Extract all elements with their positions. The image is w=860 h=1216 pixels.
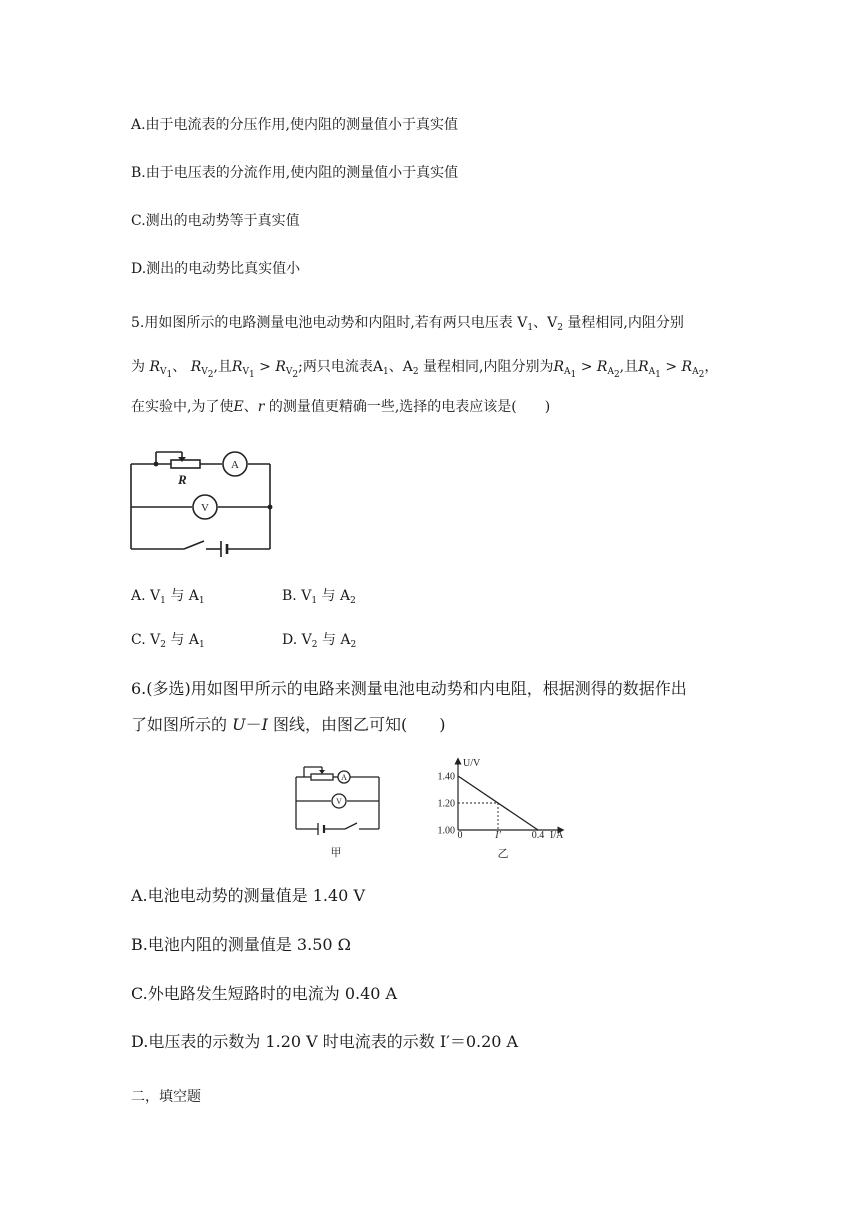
- section-heading: 二，填空题: [131, 1089, 201, 1105]
- q6-ui-graph: [425, 755, 575, 865]
- q6-circuit-diagram: [291, 757, 391, 857]
- figure-jia-label: 甲: [330, 847, 342, 859]
- q6-stem-line2: 了如图所示的 U－I 图线，由图乙可知( ): [131, 715, 446, 734]
- voltmeter-label: V: [336, 797, 342, 806]
- rheostat-symbol: [171, 460, 200, 468]
- q4-option-c: C.测出的电动势等于真实值: [131, 213, 300, 229]
- q6-option-d: D.电压表的示数为 1.20 V 时电流表的示数 I′＝0.20 A: [131, 1032, 519, 1051]
- figure-yi-label: 乙: [497, 848, 509, 860]
- x-tick-label: I′: [495, 830, 501, 841]
- q5-circuit-diagram: [126, 448, 286, 558]
- q5-option-b: B. $V_1$ 与 $A_2$: [282, 588, 356, 606]
- y-tick-label: 1.00: [437, 825, 455, 837]
- ammeter-label: A: [231, 459, 239, 471]
- q4-option-b: B.由于电压表的分流作用,使内阻的测量值小于真实值: [131, 165, 459, 181]
- q5-stem-line1: 5.用如图所示的电路测量电池电动势和内阻时,若有两只电压表 $V_1$、$V_2$ 量程相同,内阻分别: [131, 315, 684, 333]
- q5-option-a: A. $V_1$ 与 $A_1$: [131, 588, 205, 606]
- q5-stem-line2: 为 $R_{V_1}$、 $R_{V_2}$,且$R_{V_1} > R_{V_2}$;两只电流表$A_1$、$A_2$ 量程相同,内阻分别为$R_{A_1} > R_{A_2}$,且$R_{A_1} > R_{A_2}$，: [131, 359, 719, 380]
- q4-option-a: A.由于电流表的分压作用,使内阻的测量值小于真实值: [131, 117, 459, 133]
- x-axis-label: I/A: [550, 830, 564, 841]
- x-tick-label: 0.4: [531, 830, 545, 841]
- q6-option-b: B.电池内阻的测量值是 3.50 Ω: [131, 935, 351, 954]
- x-tick-label: 0: [457, 830, 463, 841]
- q5-option-d: D. $V_2$ 与 $A_2$: [282, 632, 357, 650]
- voltmeter-label: V: [201, 502, 209, 514]
- y-tick-label: 1.20: [437, 798, 455, 810]
- rheostat-symbol: [311, 774, 333, 780]
- y-axis-label: U/V: [463, 758, 481, 769]
- junction-dot: [154, 462, 159, 467]
- rheostat-label: R: [178, 472, 187, 487]
- junction-dot: [268, 505, 273, 510]
- q6-stem-line1: 6.(多选)用如图甲所示的电路来测量电池电动势和内电阻，根据测得的数据作出: [131, 679, 687, 698]
- ammeter-label: A: [341, 773, 347, 782]
- q6-option-a: A.电池电动势的测量值是 1.40 V: [131, 886, 365, 905]
- q5-stem-line3: 在实验中,为了使E、r 的测量值更精确一些,选择的电表应该是( ): [131, 399, 551, 415]
- q4-option-d: D.测出的电动势比真实值小: [131, 261, 301, 277]
- q6-option-c: C.外电路发生短路时的电流为 0.40 A: [131, 984, 398, 1003]
- y-tick-label: 1.40: [437, 771, 455, 783]
- q5-option-c: C. $V_2$ 与 $A_1$: [131, 632, 205, 650]
